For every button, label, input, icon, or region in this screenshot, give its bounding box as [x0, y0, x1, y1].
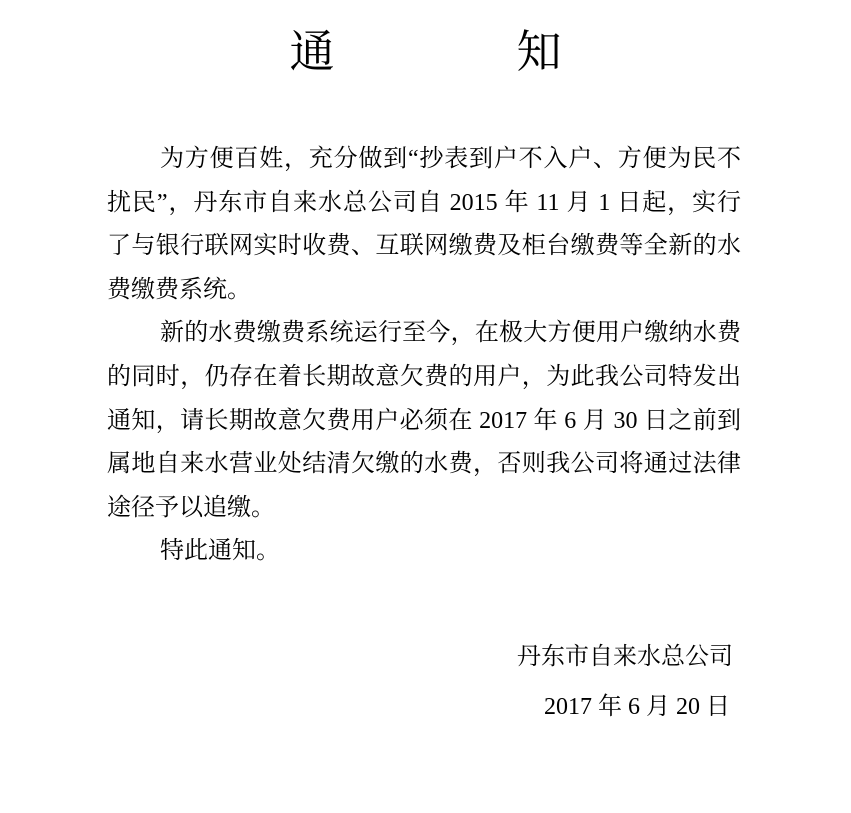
paragraph2-line1: 新的水费缴费系统运行至今，在极大方便用户缴纳水费 — [160, 320, 741, 347]
signature-company: 丹东市自来水总公司 — [517, 643, 733, 670]
paragraph2-line5: 途径予以追缴。 — [107, 494, 275, 521]
paragraph2-line4: 属地自来水营业处结清欠缴的水费，否则我公司将通过法律 — [107, 451, 741, 478]
signature-date: 2017 年 6 月 20 日 — [544, 693, 730, 720]
paragraph1-line1: 为方便百姓，充分做到“抄表到户不入户、方便为民不 — [160, 146, 741, 172]
document-title: 通知 — [289, 27, 744, 77]
paragraph2-line2: 的同时，仍存在着长期故意欠费的用户，为此我公司特发出 — [107, 363, 741, 390]
paragraph1-line2: 扰民”，丹东市自来水总公司自 2015 年 11 月 1 日起，实行 — [107, 189, 741, 216]
paragraph3-line1: 特此通知。 — [160, 538, 280, 565]
document-body — [0, 138, 851, 574]
signature-block — [0, 636, 851, 729]
paragraph1-line3: 了与银行联网实时收费、互联网缴费及柜台缴费等全新的水 — [107, 233, 741, 260]
paragraph1-line4: 费缴费系统。 — [107, 276, 251, 303]
paragraph2-line3: 通知，请长期故意欠费用户必须在 2017 年 6 月 30 日之前到 — [107, 407, 741, 434]
